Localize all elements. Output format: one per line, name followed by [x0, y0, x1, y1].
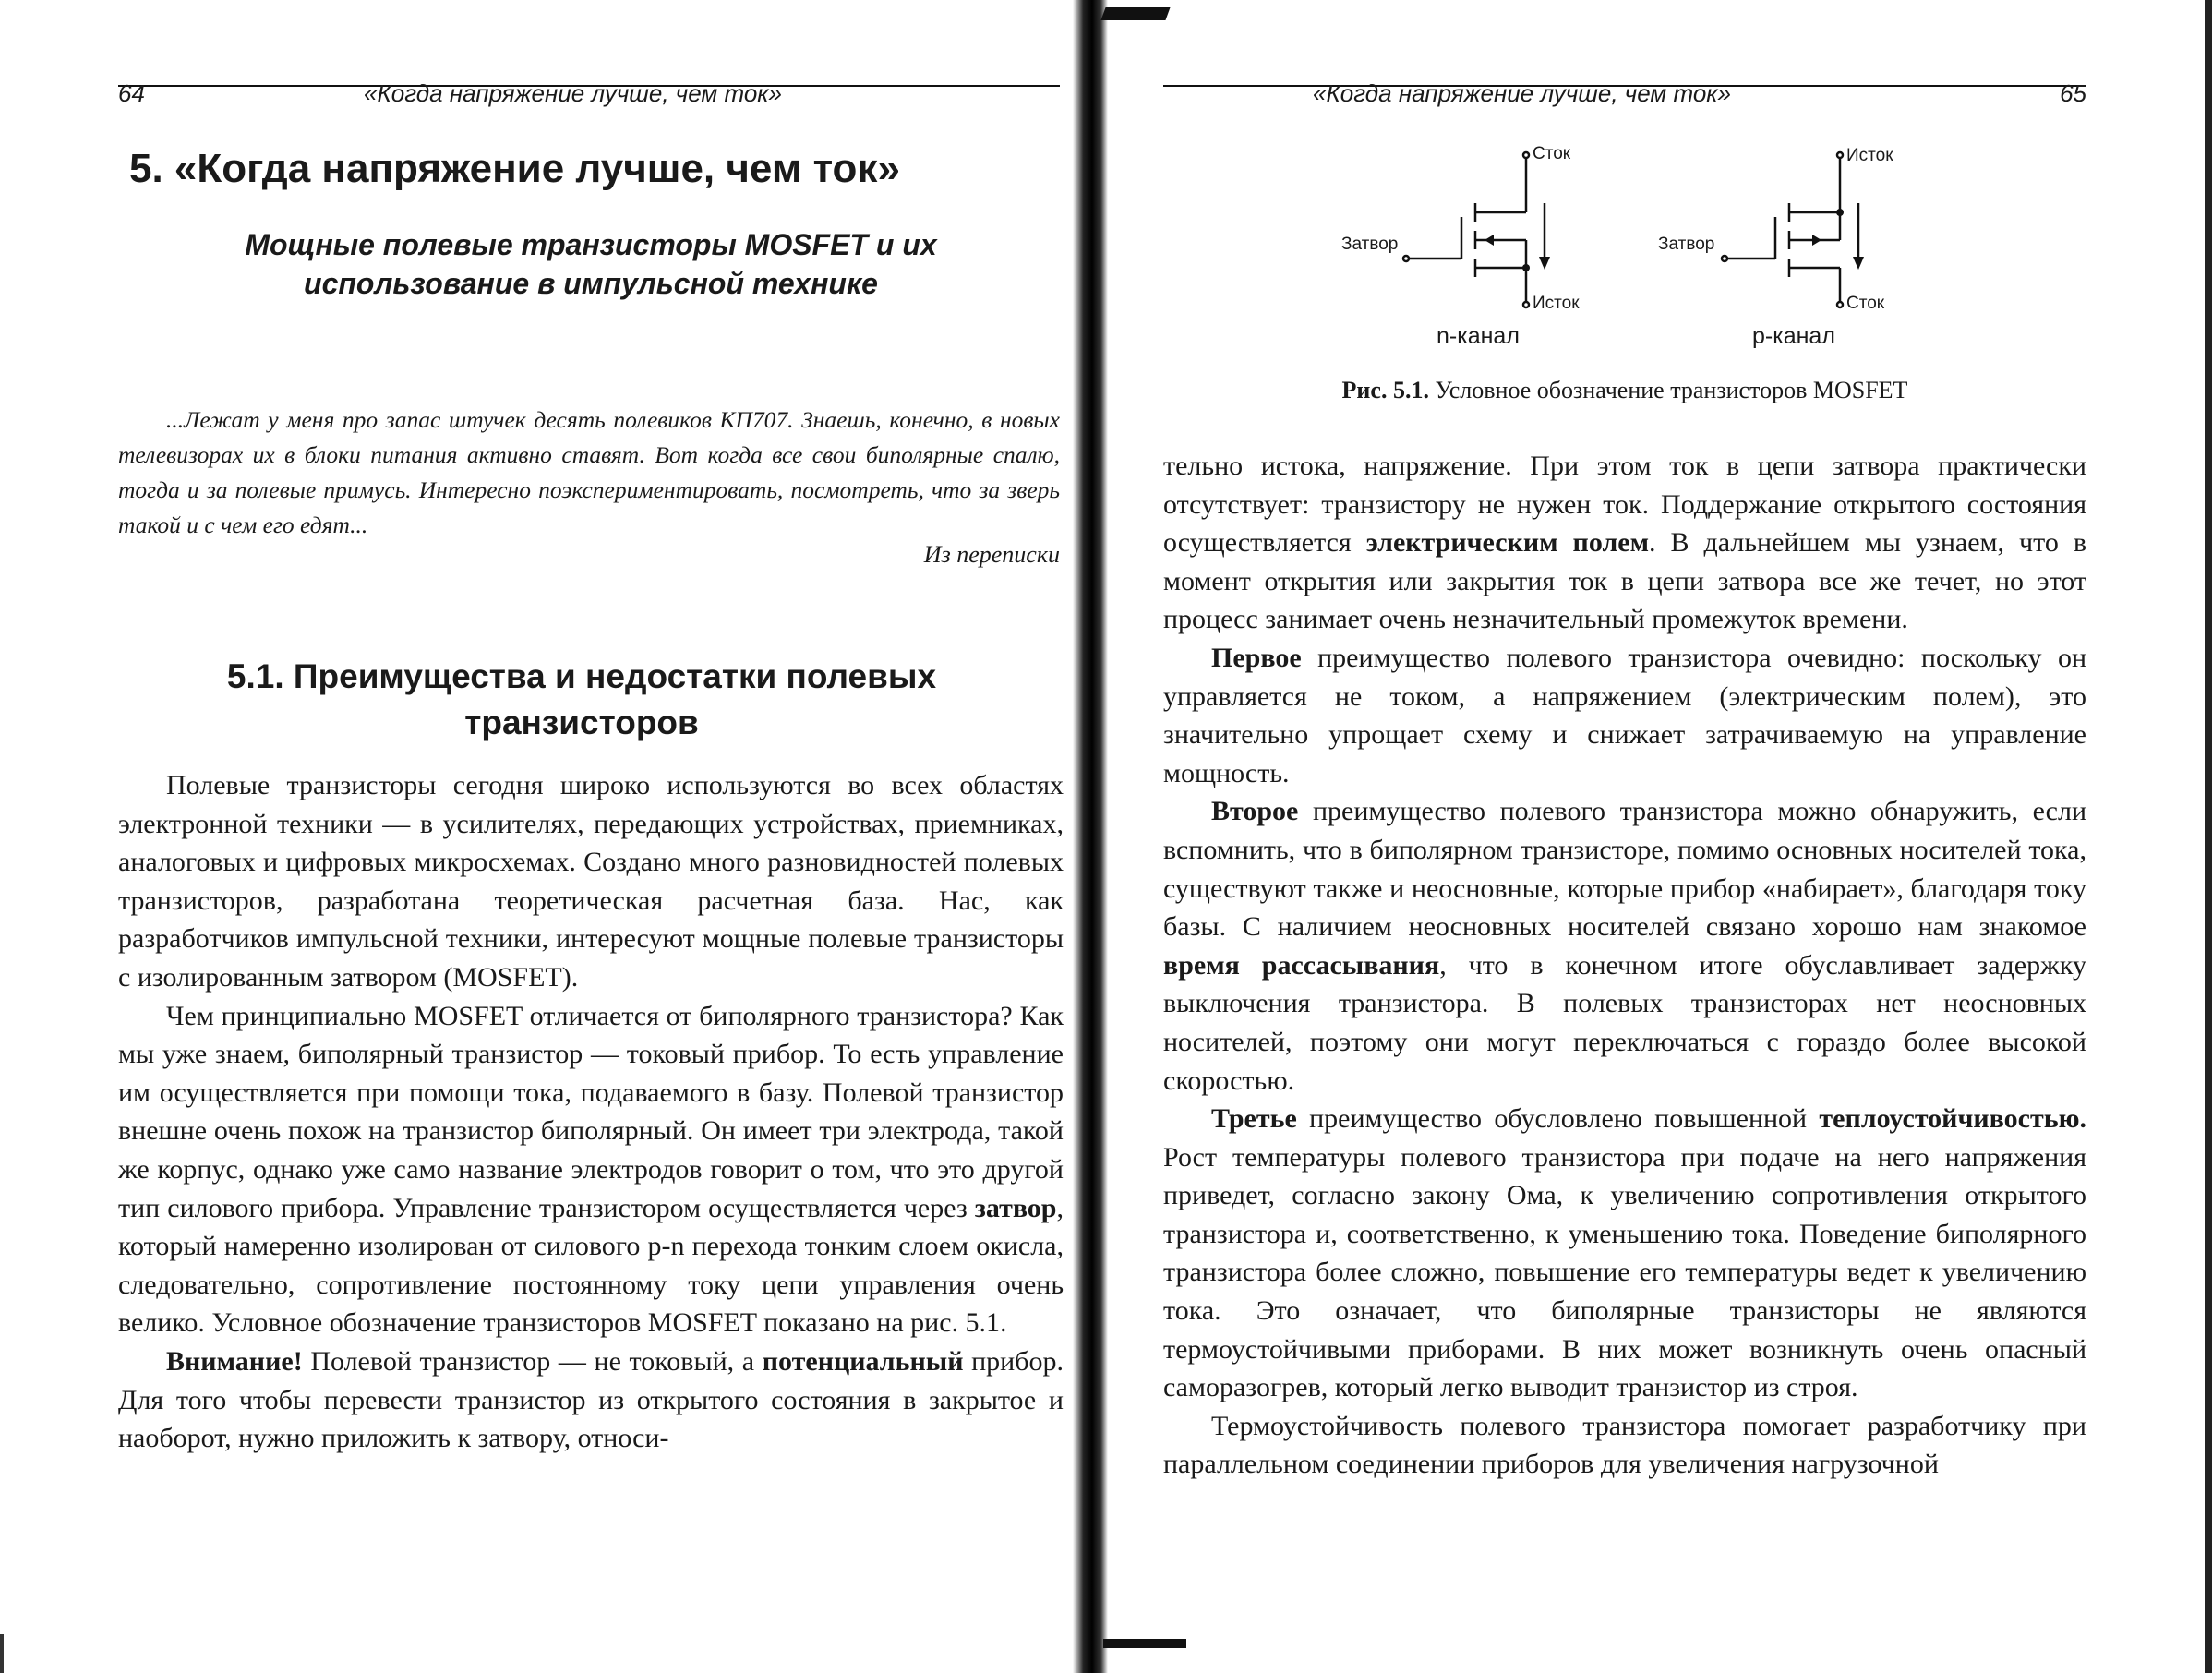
- right-body-text: [1163, 447, 2086, 1484]
- paragraph: [1163, 1100, 2086, 1407]
- bold-term: время рассасывания: [1163, 949, 1440, 981]
- caption-number: Рис. 5.1.: [1341, 377, 1429, 403]
- text-run: преимущество полевого транзистора можно обнаружить, если вспомнить, что в биполярном транзисторе, помимо основных носителей тока, существуют также и неосновные, которые прибор «набирает», благодаря току базы. С наличием неосновных носителей связано хорошо нам знакомое: [1163, 796, 2086, 943]
- caption-text: Условное обозначение транзисторов MOSFET: [1435, 377, 1908, 403]
- text-run: Рост температуры полевого транзистора при подаче на него напряжения приведет, согласно закону Ома, к увеличению сопротивления открытого транзистора и, соответственно, к уменьшению тока. Поведение биполярного транзистора более сложно, повышение его температуры ведет к увеличению тока. Это означает, что биполярные транзисторы не являются термоустойчивыми приборами. В них может возникнуть очень опасный саморазогрев, который легко выводит транзистор из строя.: [1163, 1141, 2086, 1403]
- text-run: преимущество обусловлено повышенной: [1296, 1103, 1820, 1135]
- running-head-title: «Когда напряжение лучше, чем ток»: [1313, 79, 1732, 107]
- text-run: . В дальнейшем мы узнаем, что в момент открытия или закрытия ток в цепи затвора все же течет, но этот процесс занимает очень незначительный промежуток времени.: [1163, 527, 2086, 635]
- figure-caption: [1163, 377, 2086, 404]
- n-drain-label: Сток: [1533, 144, 1571, 163]
- bold-term: Внимание!: [166, 1345, 303, 1377]
- text-run: , что в конечном итоге обуславливает задержку выключения транзистора. В полевых транзисторах нет неосновных носителей, поэтому они могут переключаться с гораздо более высокой скоростью.: [1163, 949, 2086, 1096]
- bold-term: затвор: [974, 1192, 1057, 1223]
- page-number: 64: [118, 79, 145, 107]
- bold-term: электрическим полем: [1365, 527, 1650, 559]
- text-run: тельно истока, напряжение. При этом ток в цепи затвора практически отсутствует: транзистору не нужен ток. Поддержание открытого состояния осуществляется: [1163, 451, 2086, 559]
- p-gate-label: Затвор: [1658, 235, 1715, 254]
- n-source-label: Исток: [1533, 294, 1580, 313]
- text-run: прибор. Для того чтобы перевести транзистор из открытого состояния в закрытое и наоборот, нужно приложить к затвору, относи-: [118, 1345, 1064, 1454]
- epigraph: ...Лежат у меня про запас штучек десять полевиков КП707. Знаешь, конечно, в новых телевизорах их в блоки питания активно ставят. Вот когда все свои биполярные спалю, тогда и за полевые примусь. Интересно поэкспериментировать, посмотреть, что за зверь такой и с чем его едят...: [118, 406, 1060, 538]
- p-drain-label: Сток: [1846, 294, 1885, 313]
- p-channel-symbol: [1722, 152, 1858, 307]
- section-title-line1: 5.1. Преимущества и недостатки полевых: [226, 657, 937, 695]
- paragraph: [1163, 447, 2086, 639]
- epigraph-source: Из переписки: [923, 541, 1060, 568]
- text-run: Полевой транзистор — не токовый, а: [302, 1345, 763, 1377]
- bold-term: Третье: [1211, 1103, 1297, 1135]
- mosfet-symbols-figure: [1341, 138, 2057, 355]
- scan-artifact: [0, 1634, 4, 1673]
- chapter-subtitle: [185, 225, 997, 303]
- left-page: [0, 0, 1078, 1673]
- chapter-subtitle-line2: использование в импульсной технике: [304, 267, 878, 300]
- text-run: преимущество полевого транзистора очевидно: поскольку он управляется не током, а напряжением (электрическим полем), это значительно упрощает схему и снижает затрачиваемую на управление мощность.: [1163, 642, 2086, 788]
- chapter-title: 5. «Когда напряжение лучше, чем ток»: [129, 146, 900, 191]
- n-channel-symbol: [1403, 152, 1545, 307]
- text-run: , который намеренно изолирован от силового p-n перехода тонким слоем окисла, следовательно, сопротивление постоянному току цепи управления очень велико. Условное обозначение транзисторов MOSFET показано на рис. 5.1.: [118, 1192, 1064, 1339]
- chapter-subtitle-line1: Мощные полевые транзисторы MOSFET и их: [245, 228, 937, 261]
- bold-term: Второе: [1211, 796, 1299, 827]
- running-head-right: [1163, 79, 2086, 107]
- section-title: [166, 654, 997, 746]
- p-source-label: Исток: [1846, 146, 1893, 165]
- paragraph: [118, 997, 1064, 1342]
- p-channel-label: р-канал: [1752, 323, 1835, 349]
- page-number: 65: [2060, 79, 2086, 107]
- left-body-text: [118, 766, 1064, 1458]
- bold-term: Первое: [1211, 642, 1302, 673]
- bold-term: потенциальный: [762, 1345, 964, 1377]
- text-run: Чем принципиально MOSFET отличается от биполярного транзистора? Как мы уже знаем, биполярный транзистор — токовый прибор. То есть управление им осуществляется при помощи тока, подаваемого в базу. Полевой транзистор внешне очень похож на транзистор биполярный. Он имеет три электрода, такой же корпус, однако уже само название электродов говорит о том, что это другой тип силового прибора. Управление транзистором осуществляется через: [118, 1000, 1064, 1223]
- paragraph: Термоустойчивость полевого транзистора помогает разработчику при параллельном соединении приборов для увеличения нагрузочной: [1163, 1410, 2086, 1480]
- paragraph: Полевые транзисторы сегодня широко используются во всех областях электронной техники — в усилителях, передающих устройствах, приемниках, аналоговых и цифровых микросхемах. Создано много разновидностей полевых транзисторов, разработана теоретическая расчетная база. Нас, как разработчиков импульсной техники, интересуют мощные полевые транзисторы с изолированным затвором (MOSFET).: [118, 770, 1064, 993]
- n-channel-label: n-канал: [1437, 323, 1520, 349]
- paragraph: [118, 1342, 1064, 1458]
- bold-term: теплоустойчивостью.: [1819, 1103, 2086, 1135]
- paragraph: [1163, 639, 2086, 792]
- paragraph: [1163, 792, 2086, 1100]
- right-page: [1078, 0, 2212, 1673]
- running-head-title: «Когда напряжение лучше, чем ток»: [364, 79, 783, 107]
- n-gate-label: Затвор: [1341, 235, 1399, 254]
- section-title-line2: транзисторов: [464, 704, 699, 741]
- running-head-left: [118, 79, 1060, 107]
